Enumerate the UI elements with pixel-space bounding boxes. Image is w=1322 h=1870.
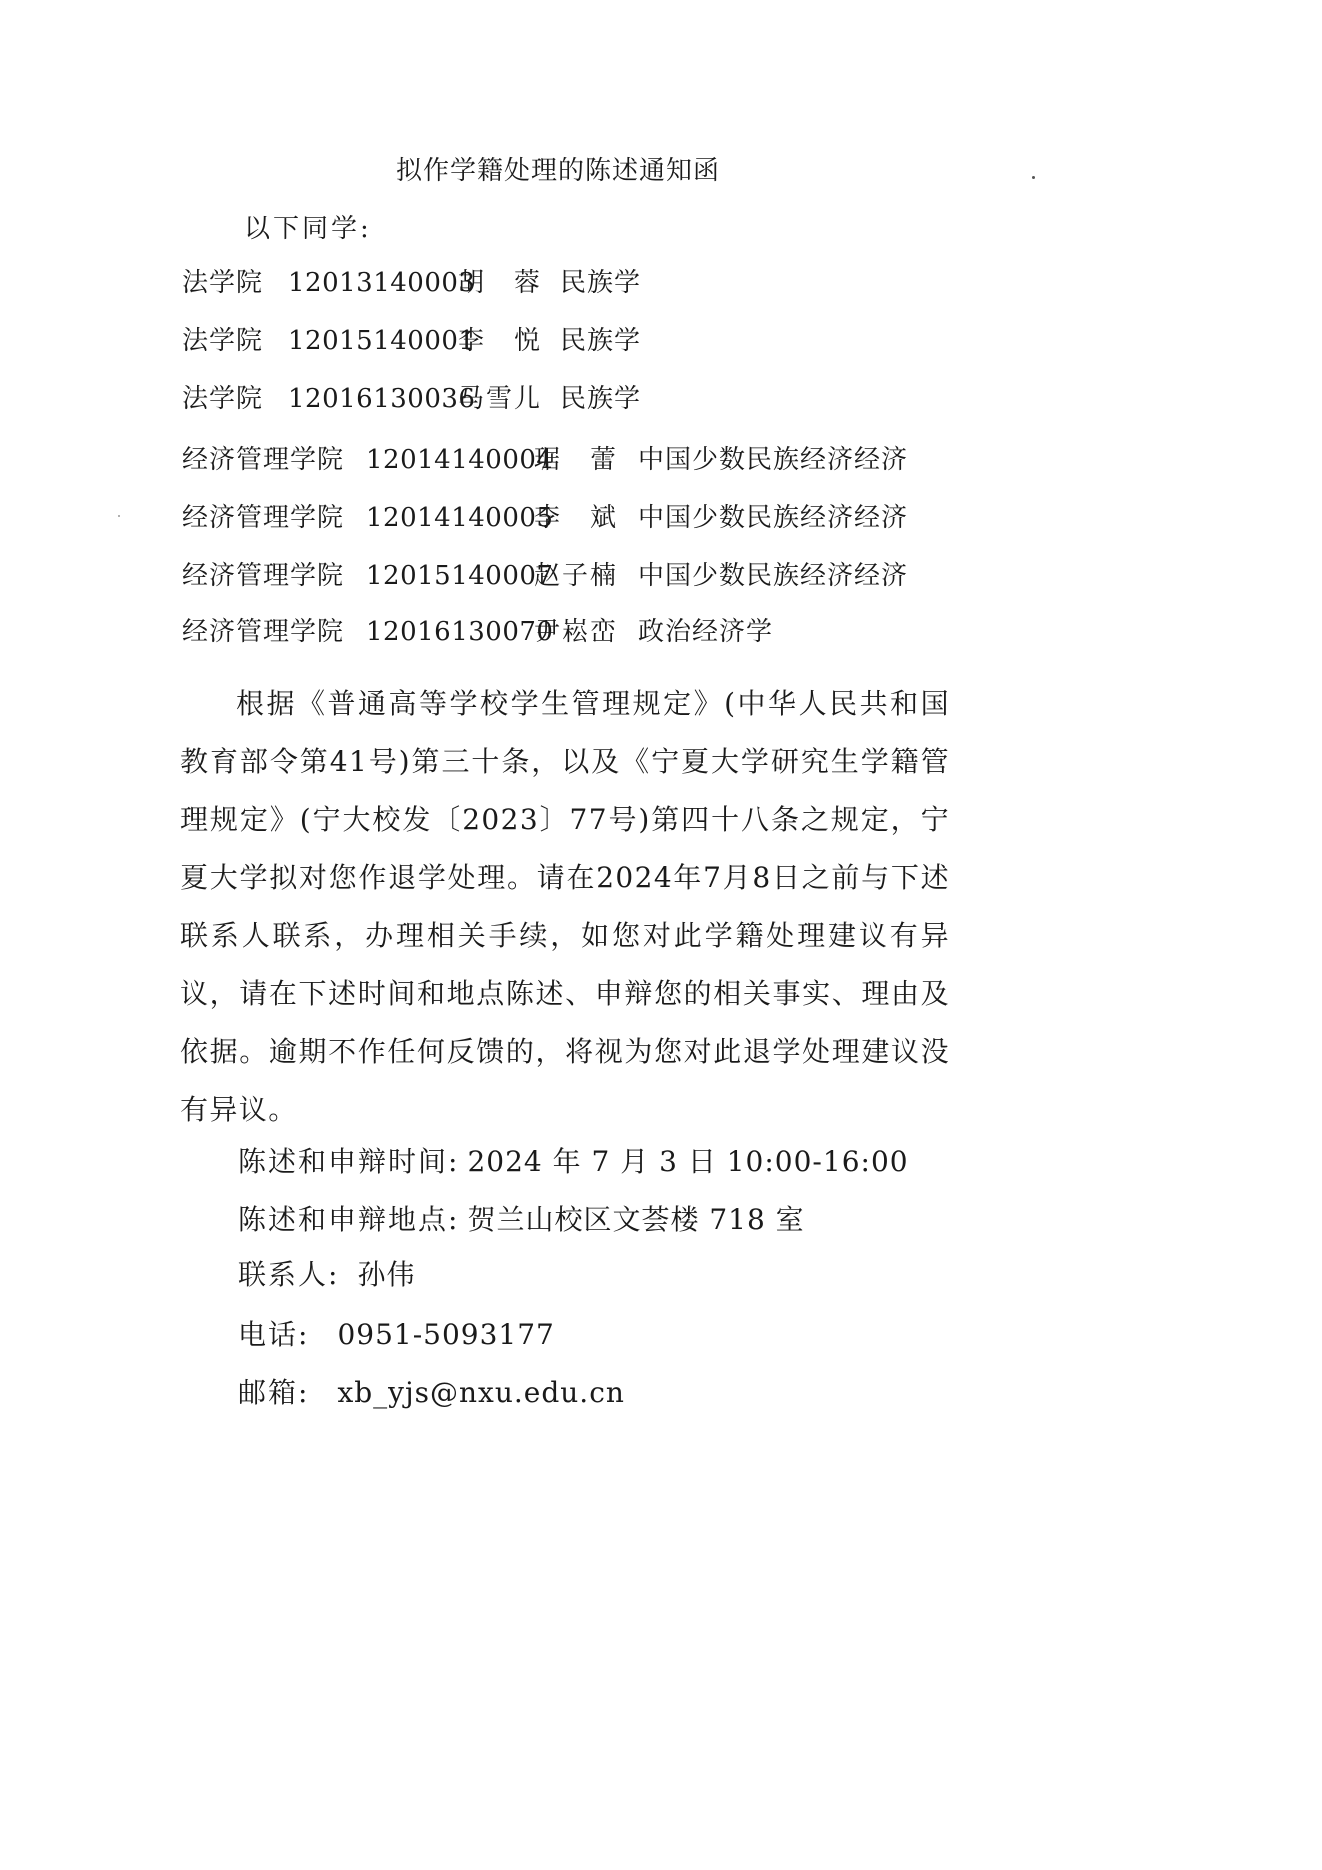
contact-email	[238, 1371, 625, 1411]
student-major: 民族学	[560, 326, 642, 356]
notice-body: 根据《普通高等学校学生管理规定》(中华人民共和国教育部令第41号)第三十条，以及《宁夏大学研究生学籍管理规定》(宁大校发〔2023〕77号)第四十八条之规定，宁夏大学拟对您作退学处理。请在2024年7月8日之前与下述联系人联系，办理相关手续，如您对此学籍处理建议有异议，请在下述时间和地点陈述、申辩您的相关事实、理由及依据。逾期不作任何反馈的，将视为您对此退学处理建议没有异议。	[180, 687, 950, 1126]
student-name: 李 斌	[534, 503, 619, 533]
statement-time-label: 陈述和申辩时间:	[238, 1145, 460, 1178]
phone-value: 0951-5093177	[337, 1318, 555, 1351]
student-name: 胡 蓉	[458, 268, 543, 298]
student-id: 12014140005	[366, 503, 554, 533]
email-value: xb_yjs@nxu.edu.cn	[337, 1376, 625, 1409]
document-title: 拟作学籍处理的陈述通知函	[395, 156, 720, 186]
statement-place-value: 贺兰山校区文荟楼 718 室	[467, 1203, 805, 1236]
statement-place-label: 陈述和申辩地点:	[238, 1203, 460, 1236]
student-college: 法学院	[182, 268, 264, 298]
student-id: 12015140001	[288, 326, 476, 356]
student-name: 李 悦	[458, 326, 543, 356]
student-name: 马雪儿	[458, 384, 543, 414]
student-college: 经济管理学院	[182, 561, 345, 591]
student-major: 民族学	[560, 384, 642, 414]
student-major: 政治经济学	[638, 617, 774, 647]
contact-label: 联系人:	[238, 1258, 340, 1291]
student-id: 12014140004	[366, 445, 554, 475]
scan-speck	[1032, 176, 1035, 179]
student-college: 经济管理学院	[182, 445, 345, 475]
student-id: 12013140003	[288, 268, 476, 298]
statement-time	[238, 1140, 909, 1180]
student-major: 民族学	[560, 268, 642, 298]
student-college: 经济管理学院	[182, 617, 345, 647]
student-major: 中国少数民族经济经济	[638, 503, 909, 533]
student-name: 琚 蕾	[534, 445, 619, 475]
phone-label: 电话:	[238, 1318, 310, 1351]
student-major: 中国少数民族经济经济	[638, 561, 909, 591]
student-id: 12016130036	[288, 384, 476, 414]
student-name: 赵子楠	[534, 561, 619, 591]
email-label: 邮箱:	[238, 1376, 310, 1409]
salutation: 以下同学:	[244, 214, 372, 244]
student-major: 中国少数民族经济经济	[638, 445, 909, 475]
statement-place	[238, 1198, 805, 1238]
student-college: 法学院	[182, 384, 264, 414]
student-id: 12016130070	[366, 617, 554, 647]
statement-time-value: 2024 年 7 月 3 日 10:00-16:00	[467, 1145, 909, 1178]
student-college: 经济管理学院	[182, 503, 345, 533]
contact-value: 孙伟	[357, 1258, 416, 1291]
student-id: 12015140007	[366, 561, 554, 591]
scan-speck	[118, 515, 120, 517]
contact-phone	[238, 1313, 555, 1353]
contact-person	[238, 1253, 415, 1293]
student-name: 尹崧峦	[534, 617, 619, 647]
student-college: 法学院	[182, 326, 264, 356]
